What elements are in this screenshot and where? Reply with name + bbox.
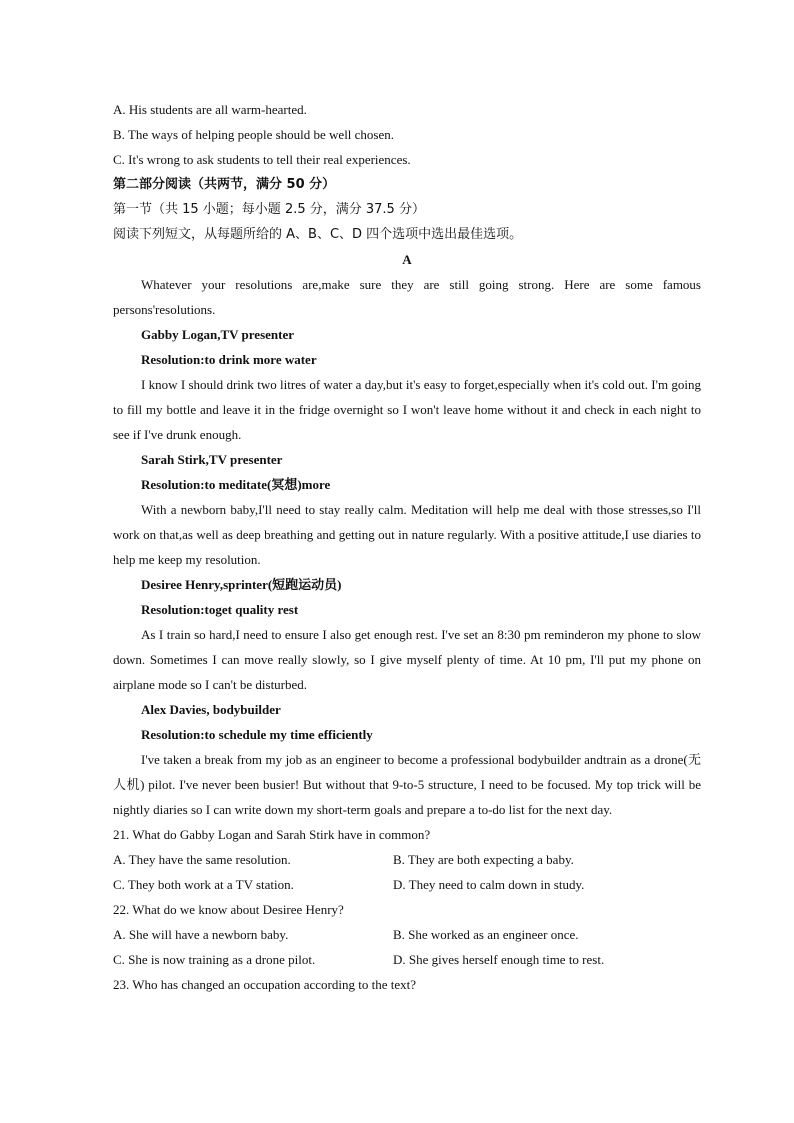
instruction: 阅读下列短文，从每题所给的 A、B、C、D 四个选项中选出最佳选项。 <box>113 227 523 242</box>
option-c[interactable]: C. She is now training as a drone pilot. <box>113 952 316 967</box>
prev-option-c: C. It's wrong to ask students to tell their real experiences. <box>113 152 411 167</box>
passage-label: A <box>402 252 412 267</box>
exam-page <box>113 97 701 997</box>
question-stem: 21. What do Gabby Logan and Sarah Stirk have in common? <box>113 827 431 842</box>
person-resolution: Resolution:to meditate(冥想)more <box>141 477 331 492</box>
person-resolution: Resolution:toget quality rest <box>141 602 299 617</box>
option-row <box>113 847 701 872</box>
person-resolution: Resolution:to drink more water <box>141 352 317 367</box>
option-a[interactable]: A. She will have a newborn baby. <box>113 927 289 942</box>
person-block <box>113 572 701 697</box>
option-b[interactable]: B. She worked as an engineer once. <box>393 927 579 942</box>
person-block <box>113 322 701 447</box>
prev-option-b: B. The ways of helping people should be well chosen. <box>113 127 395 142</box>
person-text: As I train so hard,I need to ensure I also get enough rest. I've set an 8:30 pm reminderon my phone to slow down. Sometimes I can move really slowly, so I give myself plenty of time. At 10 pm, I'll put my phone on airplane mode so I can't be disturbed. <box>113 627 701 692</box>
part-title: 第二部分阅读（共两节，满分 50 分） <box>113 177 336 192</box>
option-row <box>113 872 701 897</box>
person-text: With a newborn baby,I'll need to stay really calm. Meditation will help me deal with those stresses,so I'll work on that,as well as deep breathing and getting out in nature regularly. With a positive attitude,I use diaries to help me keep my resolution. <box>113 502 701 567</box>
question-stem: 22. What do we know about Desiree Henry? <box>113 902 344 917</box>
section-title: 第一节（共 15 小题；每小题 2.5 分，满分 37.5 分） <box>113 202 425 217</box>
question-23 <box>113 972 701 997</box>
option-b[interactable]: B. They are both expecting a baby. <box>393 852 574 867</box>
option-d[interactable]: D. They need to calm down in study. <box>393 877 585 892</box>
passage-intro: Whatever your resolutions are,make sure they are still going strong. Here are some famous persons'resolutions. <box>113 277 701 317</box>
person-block <box>113 447 701 572</box>
person-name: Sarah Stirk,TV presenter <box>141 452 283 467</box>
person-name: Gabby Logan,TV presenter <box>141 327 295 342</box>
question-22 <box>113 897 701 972</box>
person-name: Desiree Henry,sprinter(短跑运动员) <box>141 577 342 592</box>
person-resolution: Resolution:to schedule my time efficiently <box>141 727 373 742</box>
person-text: I've taken a break from my job as an engineer to become a professional bodybuilder andtrain as a drone(无人机) pilot. I've never been busier! But without that 9-to-5 structure, I need to be focused. My top trick will be nightly diaries so I can write down my short-term goals and prepare a to-do list for the next day. <box>113 752 701 817</box>
option-a[interactable]: A. They have the same resolution. <box>113 852 291 867</box>
prev-option-a: A. His students are all warm-hearted. <box>113 102 307 117</box>
option-d[interactable]: D. She gives herself enough time to rest. <box>393 952 605 967</box>
person-block <box>113 697 701 822</box>
option-row <box>113 947 701 972</box>
option-c[interactable]: C. They both work at a TV station. <box>113 877 294 892</box>
person-text: I know I should drink two litres of water a day,but it's easy to forget,especially when it's cold out. I'm going to fill my bottle and leave it in the fridge overnight so I won't leave home without it and check in each night to see if I've drunk enough. <box>113 377 701 442</box>
question-stem: 23. Who has changed an occupation according to the text? <box>113 977 416 992</box>
person-name: Alex Davies, bodybuilder <box>141 702 281 717</box>
question-21 <box>113 822 701 897</box>
option-row <box>113 922 701 947</box>
